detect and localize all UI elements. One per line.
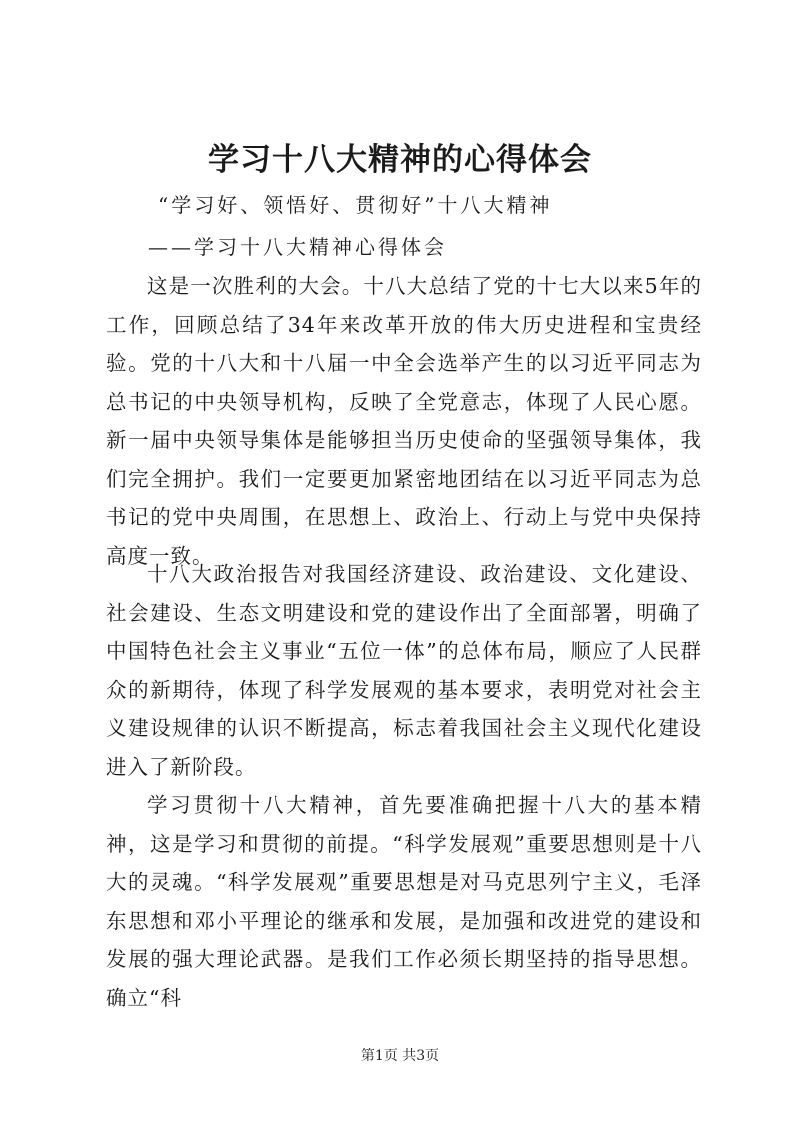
page-footer xyxy=(0,1046,800,1066)
document-subtitle-line1: “学习好、领悟好、贯彻好”十八大精神 xyxy=(158,193,553,217)
document-title: 学习十八大精神的心得体会 xyxy=(208,142,592,178)
page-number-label: 第1页 共3页 xyxy=(360,1048,440,1064)
body-paragraph-2: 十八大政治报告对我国经济建设、政治建设、文化建设、社会建设、生态文明建设和党的建设作出了全面部署，明确了中国特色社会主义事业“五位一体”的总体布局，顺应了人民群众的新期待，体现了科学发展观的基本要求，表明党对社会主义建设规律的认识不断提高，标志着我国社会主义现代化建设进入了新阶段。 xyxy=(106,562,702,779)
document-subtitle-line2: ——学习十八大精神心得体会 xyxy=(148,235,447,259)
body-paragraph-1: 这是一次胜利的大会。十八大总结了党的十七大以来5年的工作，回顾总结了34年来改革开放的伟大历史进程和宝贵经验。党的十八大和十八届一中全会选举产生的以习近平同志为总书记的中央领导机构，反映了全党意志，体现了人民心愿。新一届中央领导集体是能够担当历史使命的坚强领导集体，我们完全拥护。我们一定要更加紧密地团结在以习近平同志为总书记的党中央周围，在思想上、政治上、行动上与党中央保持高度一致。 xyxy=(106,274,702,568)
body-paragraph-3: 学习贯彻十八大精神，首先要准确把握十八大的基本精神，这是学习和贯彻的前提。“科学发展观”重要思想则是十八大的灵魂。“科学发展观”重要思想是对马克思列宁主义，毛泽东思想和邓小平理论的继承和发展，是加强和改进党的建设和发展的强大理论武器。是我们工作必须长期坚持的指导思想。确立“科 xyxy=(106,793,702,1010)
